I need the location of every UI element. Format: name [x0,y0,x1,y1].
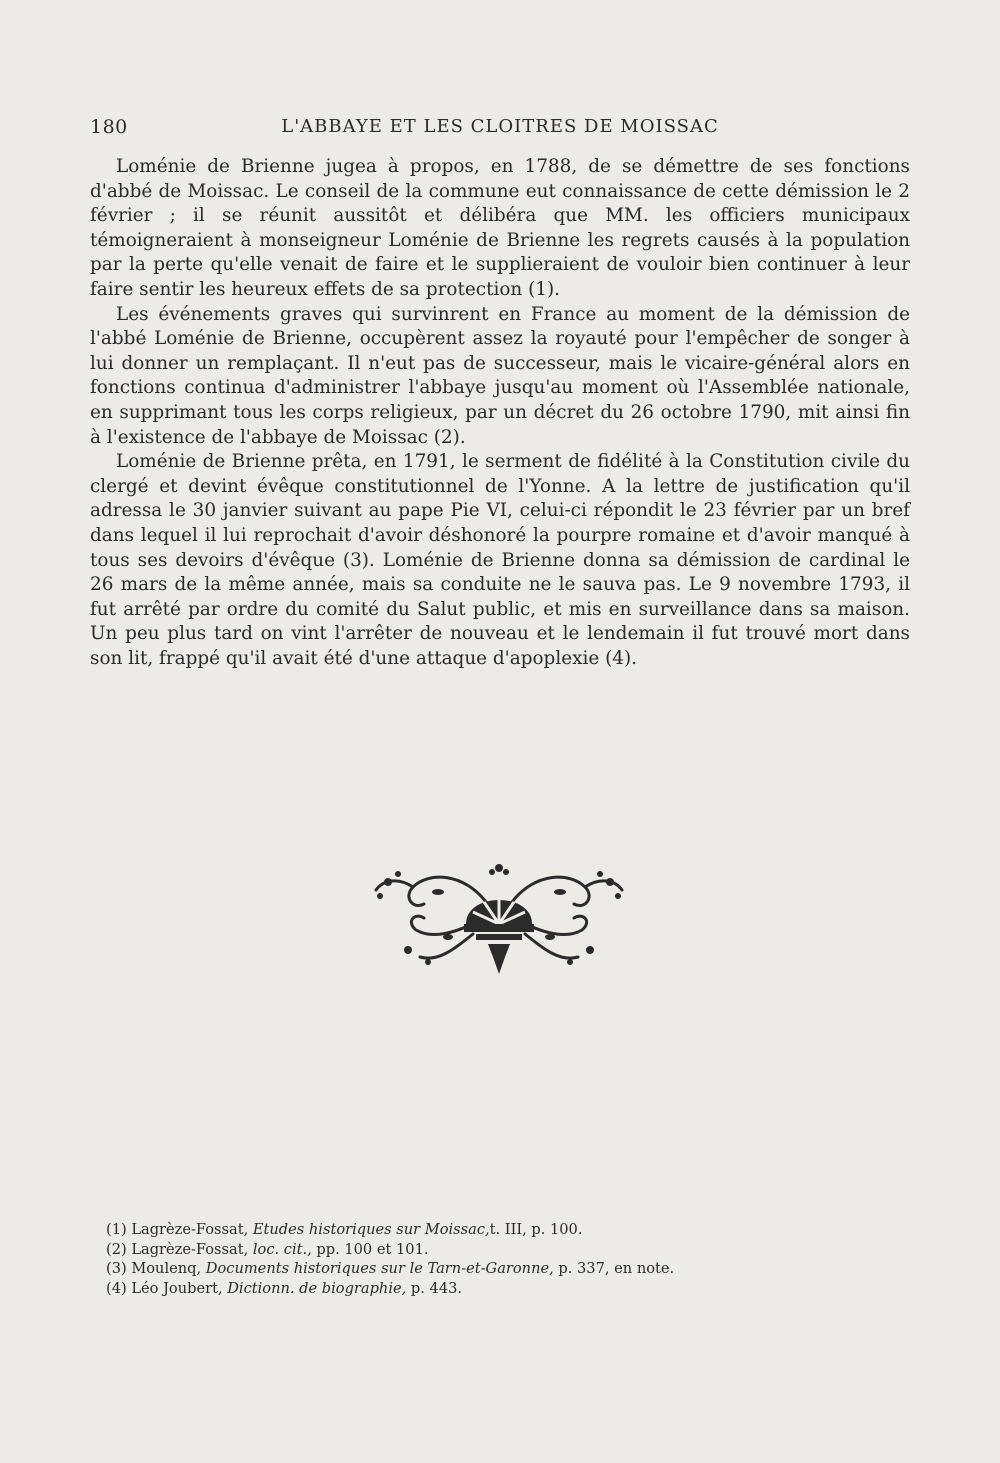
footnote-title: loc. cit., [252,1240,312,1258]
paragraph: Loménie de Brienne prêta, en 1791, le serment de fidélité à la Constitution civile du clergé et devint évêque constitutionnel de l'Yonne. A la lettre de justification qu'il adressa le 30 janvier suivant au pape Pie VI, celui-ci répondit le 23 février par un bref dans lequel il lui reprochait d'avoir déshonoré la pourpre romaine et d'avoir manqué à tous ses devoirs d'évêque (3). Loménie de Brienne donna sa démission de cardinal le 26 mars de la même année, mais sa conduite ne le sauva pas. Le 9 novembre 1793, il fut arrêté par ordre du comité du Salut public, et mis en surveillance dans sa maison. Un peu plus tard on vint l'arrêter de nouveau et le lendemain il fut trouvé mort dans son lit, frappé qu'il avait été d'une attaque d'apoplexie (4). [90,451,910,669]
footnote-number: (1) [106,1221,127,1238]
page-header [90,116,910,142]
footnote-reference: pp. 100 et 101. [311,1240,429,1258]
footnote-title: Etudes historiques sur Moissac, [252,1221,490,1238]
footnote-number: (3) [106,1260,127,1278]
footnote [106,1279,806,1299]
footnote-title: Dictionn. de biographie, [227,1279,407,1297]
body-text [90,155,910,671]
footnote-reference: p. 443. [406,1279,463,1297]
footnote [106,1220,806,1240]
footnote-author: Lagrèze-Fossat, [131,1240,253,1258]
footnote [106,1240,806,1260]
footnote-number: (2) [106,1240,127,1258]
paragraph: Loménie de Brienne jugea à propos, en 1788, de se démettre de ses fonctions d'abbé de Moissac. Le conseil de la commune eut connaissance de cette démission le 2 février ; il se réunit aussitôt et délibéra que MM. les officiers municipaux témoigneraient à monseigneur Loménie de Brienne les regrets causés à la population par la perte qu'elle venait de faire et le supplieraient de vouloir bien continuer à leur faire sentir les heureux effets de sa protection (1). [90,156,910,300]
floral-shell-fleuron-icon [368,862,630,977]
footnote-title: Documents historiques sur le Tarn-et-Garonne, [205,1260,554,1278]
footnote-reference: p. 337, en note. [553,1260,675,1278]
footnote-reference: t. III, p. 100. [489,1221,583,1238]
footnote [106,1259,806,1279]
footnote-number: (4) [106,1279,127,1297]
paragraph: Les événements graves qui survinrent en France au moment de la démission de l'abbé Loménie de Brienne, occupèrent assez la royauté pour l'empêcher de songer à lui donner un remplaçant. Il n'eut pas de successeur, mais le vicaire-général alors en fonctions continua d'administrer l'abbaye jusqu'au moment où l'Assemblée nationale, en supprimant tous les corps religieux, par un décret du 26 octobre 1790, mit ainsi fin à l'existence de l'abbaye de Moissac (2). [90,303,910,448]
page-number: 180 [90,116,128,138]
footnote-author: Lagrèze-Fossat, [131,1221,253,1238]
footnote-author: Moulenq, [131,1260,206,1278]
footnote-author: Léo Joubert, [131,1279,228,1297]
footnotes [106,1220,806,1298]
running-title: L'ABBAYE ET LES CLOITRES DE MOISSAC [281,116,719,137]
